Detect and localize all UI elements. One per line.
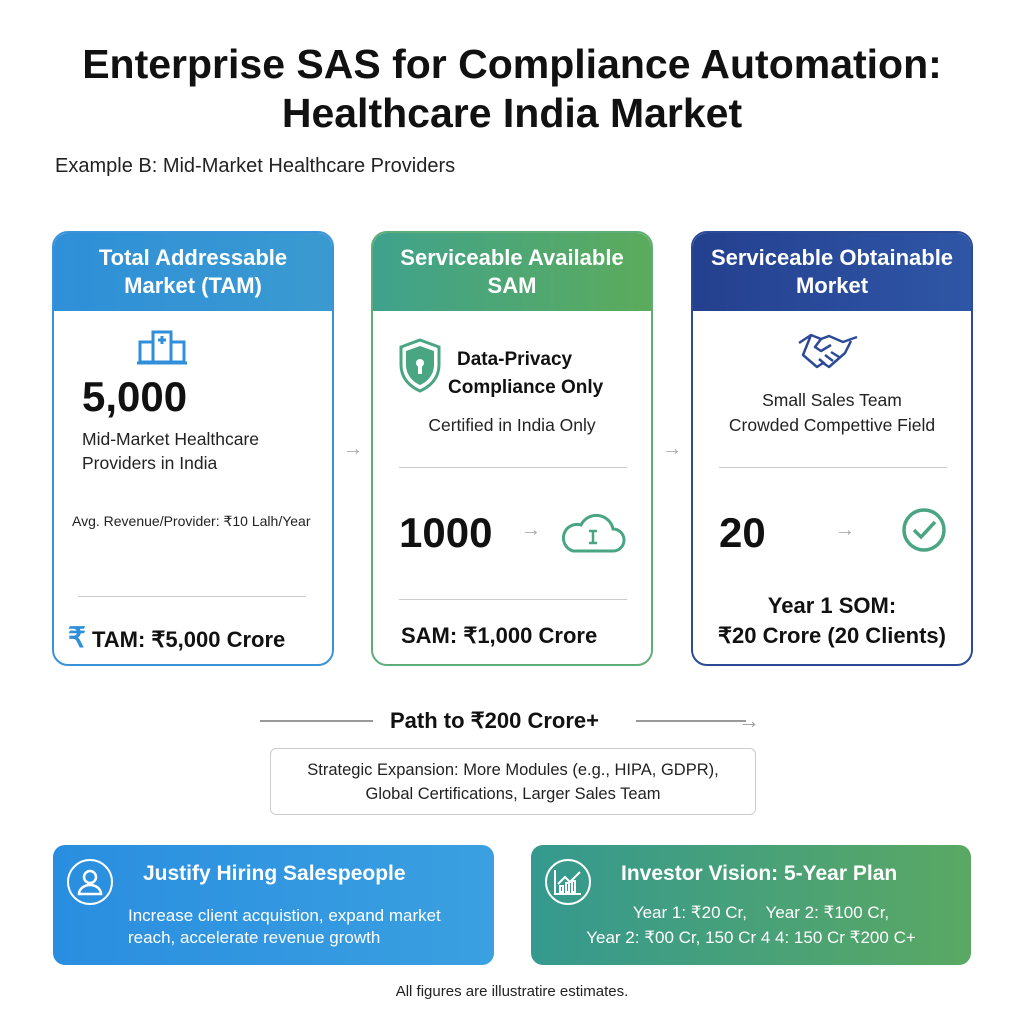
sam-line-1: Data-Privacy — [457, 349, 573, 370]
som-number: 20 — [719, 509, 766, 556]
hiring-line-1: Increase client acquistion, expand market — [128, 906, 441, 925]
hiring-line-2: reach, accelerate revenue growth — [128, 928, 381, 947]
tam-header: Total Addressable Market (TAM) — [54, 233, 332, 311]
expansion-line-2: Global Certifications, Larger Sales Team — [365, 785, 661, 803]
cloud-icon — [559, 511, 627, 555]
growth-chart-icon — [545, 859, 591, 905]
investor-card — [531, 845, 971, 965]
sam-line-3: Certified in India Only — [428, 415, 596, 435]
sam-line-2: Compliance Only — [448, 377, 604, 398]
check-circle-icon — [901, 507, 947, 553]
user-icon — [67, 859, 113, 905]
shield-lock-icon — [397, 337, 443, 393]
sam-card — [371, 231, 653, 666]
expansion-line-1: Strategic Expansion: More Modules (e.g., HIPA, GDPR), — [307, 761, 719, 779]
arrow-icon: → — [343, 438, 363, 460]
path-label: Path to ₹200 Crore+ — [390, 708, 600, 733]
arrow-icon: → — [835, 519, 855, 541]
subtitle: Example B: Mid-Market Healthcare Providers — [55, 155, 456, 177]
som-line-2: Crowded Compettive Field — [728, 415, 936, 435]
investor-title: Investor Vision: 5-Year Plan — [621, 862, 898, 885]
tam-desc-2: Providers in India — [82, 453, 218, 473]
tam-avg-revenue: Avg. Revenue/Provider: ₹10 Lalh/Year — [72, 513, 311, 529]
som-footer-2: ₹20 Crore (20 Clients) — [718, 623, 946, 648]
tam-card — [52, 231, 334, 666]
hiring-title: Justify Hiring Salespeople — [143, 862, 406, 885]
hiring-card — [53, 845, 494, 965]
arrow-icon: → — [738, 708, 760, 733]
handshake-icon — [797, 331, 859, 371]
sam-header: Serviceable Available SAM — [373, 233, 651, 311]
arrow-icon: → — [521, 519, 541, 541]
tam-number: 5,000 — [82, 373, 188, 420]
som-header: Serviceable Obtainable Morket — [693, 233, 971, 311]
sam-footer: SAM: ₹1,000 Crore — [401, 623, 598, 648]
arrow-icon: → — [662, 438, 682, 460]
investor-line-2: Year 2: ₹00 Cr, 150 Cr 4 4: 150 Cr ₹200 C+ — [586, 928, 916, 947]
som-card — [691, 231, 973, 666]
rupee-icon: ₹ — [68, 622, 86, 653]
investor-line-1: Year 1: ₹20 Cr, Year 2: ₹100 Cr, — [632, 903, 890, 922]
tam-footer: TAM: ₹5,000 Crore — [91, 627, 286, 652]
page-title: Enterprise SAS for Compliance Automation: Healthcare India Market — [82, 41, 942, 136]
path-line-left — [260, 720, 373, 722]
hospital-icon — [136, 329, 188, 365]
strategic-expansion-box — [270, 748, 756, 815]
som-line-1: Small Sales Team — [762, 390, 902, 410]
footnote: All figures are illustratire estimates. — [395, 983, 629, 1000]
tam-desc-1: Mid-Market Healthcare — [82, 429, 259, 449]
sam-number: 1000 — [399, 509, 493, 556]
path-line-right — [636, 720, 746, 722]
som-footer-1: Year 1 SOM: — [767, 593, 897, 618]
